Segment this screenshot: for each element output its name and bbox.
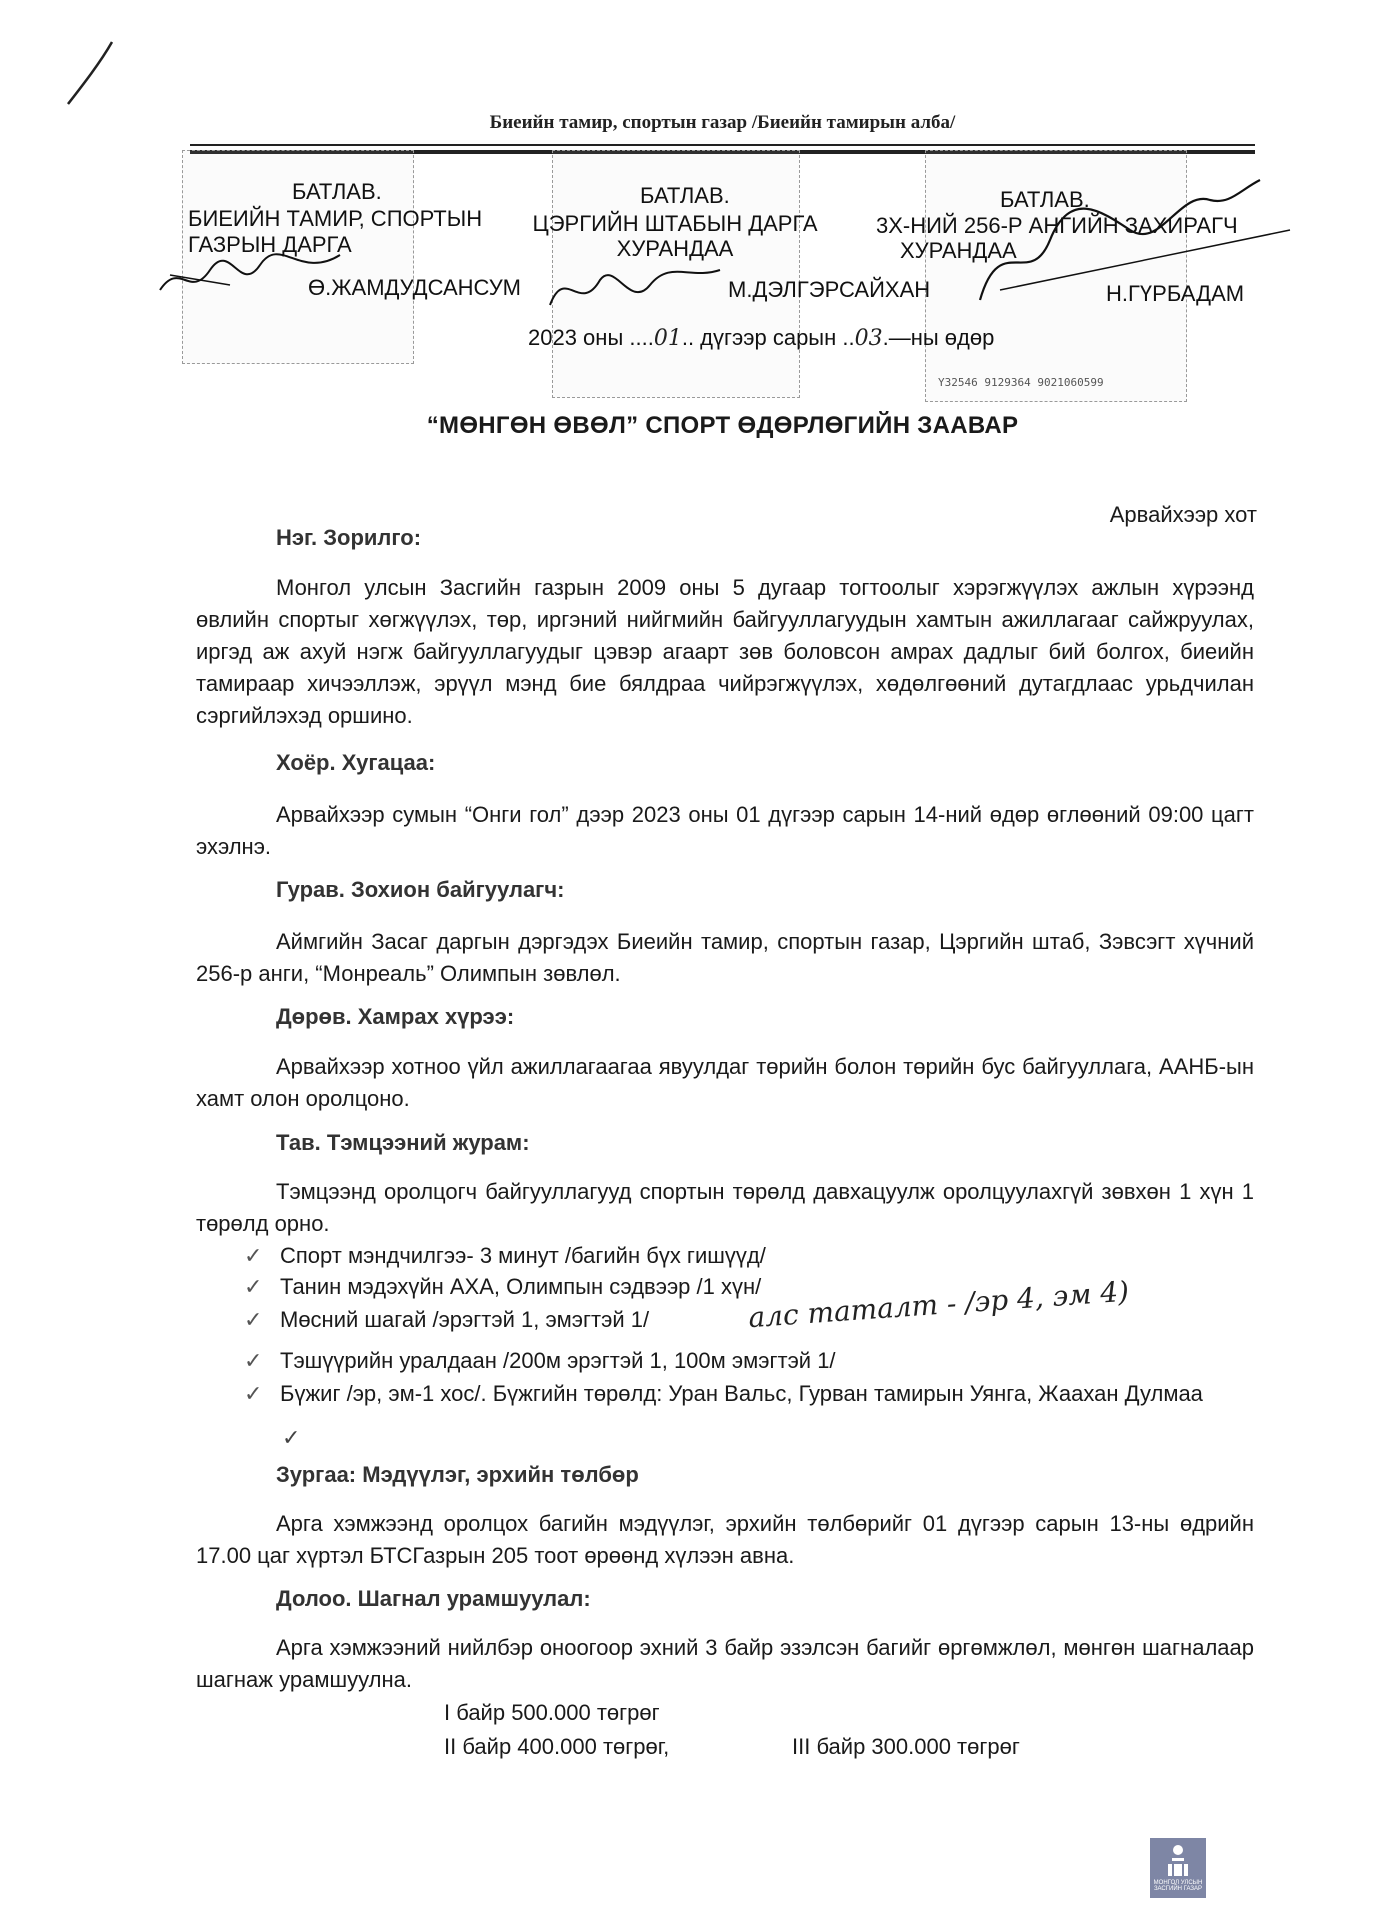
handwritten-note: алс таталт - /эр 4, эм 4) [747, 1274, 1131, 1335]
approval-position: 3Х-НИЙ 256-Р АНГИЙН ЗАХИРАГЧ [876, 213, 1238, 238]
logo-caption: МОНГОЛ УЛСЫН ЗАСГИЙН ГАЗАР [1153, 1880, 1203, 1892]
prize-third: III байр 300.000 төгрөг [792, 1734, 1020, 1759]
section-heading: Дөрөв. Хамрах хүрээ: [276, 1004, 515, 1029]
header-rule-top [190, 144, 1255, 146]
section-text: Арвайхээр хотноо үйл ажиллагаагаа явуулдаг төрийн болон төрийн бус байгууллага, ААНБ-ын хамт олон оролцоно. [196, 1054, 1254, 1111]
stamp-number: Y32546 9129364 9021060599 [938, 376, 1104, 389]
event-list-item: ✓ Мөсний шагай /эрэгтэй 1, эмэгтэй 1/ [280, 1304, 1260, 1335]
approval-date: 2023 оны ....01.. дүгээр сарын ..03.—ны өдөр [528, 325, 995, 351]
event-list-item: ✓ Бүжиг /эр, эм-1 хос/. Бүжгийн төрөлд: Уран Вальс, Гурван тамирын Уянга, Жаахан Дулмаа [280, 1378, 1260, 1409]
checkmark-icon: ✓ [244, 1307, 263, 1332]
section-heading: Зургаа: Мэдүүлэг, эрхийн төлбөр [276, 1462, 639, 1487]
signature-scribble [150, 240, 350, 310]
government-logo [1150, 1838, 1206, 1898]
date-prefix: 2023 оны [528, 325, 624, 350]
date-day: 03 [854, 326, 883, 351]
date-day-suffix: ны өдөр [910, 325, 995, 350]
document-title: “МӨНГӨН ӨВӨЛ” СПОРТ ӨДӨРЛӨГИЙН ЗААВАР [426, 412, 1019, 439]
city-location: Арвайхээр хот [1109, 502, 1257, 527]
event-list-item: ✓ Танин мэдэхүйн АХА, Олимпын сэдвээр /1 хүн/ [280, 1271, 1260, 1302]
approval-label: БАТЛАВ. [292, 179, 382, 204]
section-heading: Тав. Тэмцээний журам: [276, 1130, 530, 1155]
section-text: Арга хэмжээний нийлбэр оноогоор эхний 3 байр эзэлсэн багийг өргөмжлөл, мөнгөн шагналаар шагнаж урамшуулна. [196, 1635, 1254, 1692]
handwritten-slash-mark [60, 38, 120, 108]
section-text: Монгол улсын Засгийн газрын 2009 оны 5 дугаар тогтоолыг хэрэгжүүлэх ажлын хүрээнд өвлийн спортыг хөгжүүлэх, төр, иргэний нийгмийн байгууллагуудын хамтын ажиллагааг сайжруулах, иргэд аж ахуй нэгж байгууллагуудыг цэвэр агаарт зөв боловсон амрах дадлыг бий болгох, биеийн тамираар хичээллэж, эрүүл мэнд бие бялдраа чийрэгжүүлэх, хөдөлгөөний дутагдлаас урьдчилан сэргийлэхэд оршино. [196, 575, 1254, 728]
approver-name: Н.ГҮРБАДАМ [1106, 281, 1245, 306]
event-list-item: ✓ Спорт мэндчилгээ- 3 минут /багийн бүх гишүүд/ [280, 1240, 1260, 1271]
approval-position: ХУРАНДАА [900, 238, 1017, 263]
section-text: Арга хэмжээнд оролцох багийн мэдүүлэг, эрхийн төлбөрийг 01 дүгээр сарын 13-ны өдрийн 17.00 цаг хүртэл БТСГазрын 205 тоот өрөөнд хүлээн авна. [196, 1511, 1254, 1568]
event-list-item: ✓ Тэшүүрийн уралдаан /200м эрэгтэй 1, 100м эмэгтэй 1/ [280, 1345, 1260, 1376]
checkmark-icon: ✓ [244, 1274, 263, 1299]
signature-scribble [540, 250, 730, 320]
section-text: Арвайхээр сумын “Онги гол” дээр 2023 оны 01 дүгээр сарын 14-ний өдөр өглөөний 09:00 цагт эхэлнэ. [196, 802, 1254, 859]
signature-scribble [960, 170, 1300, 320]
section-text: Аймгийн Засаг даргын дэргэдэх Биеийн тамир, спортын газар, Цэргийн штаб, Зэвсэгт хүчний 256-р анги, “Монреаль” Олимпын зөвлөл. [196, 929, 1254, 986]
soyombo-icon [1150, 1838, 1206, 1878]
checkmark-icon: ✓ [244, 1243, 263, 1268]
approval-label: БАТЛАВ. [1000, 187, 1090, 212]
approver-name: Ө.ЖАМДУДСАНСУМ [308, 275, 521, 300]
approval-position: ГАЗРЫН ДАРГА [188, 232, 352, 257]
prize-second: II байр 400.000 төгрөг, [444, 1734, 670, 1759]
section-heading: Долоо. Шагнал урамшуулал: [276, 1586, 591, 1611]
section-heading: Хоёр. Хугацаа: [276, 750, 436, 775]
date-month-suffix: дүгээр сарын [700, 325, 837, 350]
section-heading: Нэг. Зорилго: [276, 525, 422, 550]
approval-position: ЦЭРГИЙН ШТАБЫН ДАРГА [532, 211, 818, 236]
org-header: Биеийн тамир, спортын газар /Биеийн тамирын алба/ [489, 112, 956, 133]
approver-name: М.ДЭЛГЭРСАЙХАН [728, 277, 931, 302]
approval-position: БИЕИЙН ТАМИР, СПОРТЫН [188, 206, 483, 231]
prize-first: I байр 500.000 төгрөг [444, 1700, 660, 1725]
approval-position: ХУРАНДАА [616, 236, 734, 261]
checkmark-icon: ✓ [244, 1381, 263, 1406]
section-text: Тэмцээнд оролцогч байгууллагууд спортын төрөлд давхацуулж оролцуулахгүй зөвхөн 1 хүн 1 төрөлд орно. [196, 1179, 1254, 1236]
section-heading: Гурав. Зохион байгуулагч: [276, 877, 565, 902]
checkmark-icon: ✓ [244, 1348, 263, 1373]
handwritten-check-icon: ✓ [282, 1425, 301, 1450]
date-month: 01 [653, 326, 682, 351]
approval-label: БАТЛАВ. [640, 183, 730, 208]
